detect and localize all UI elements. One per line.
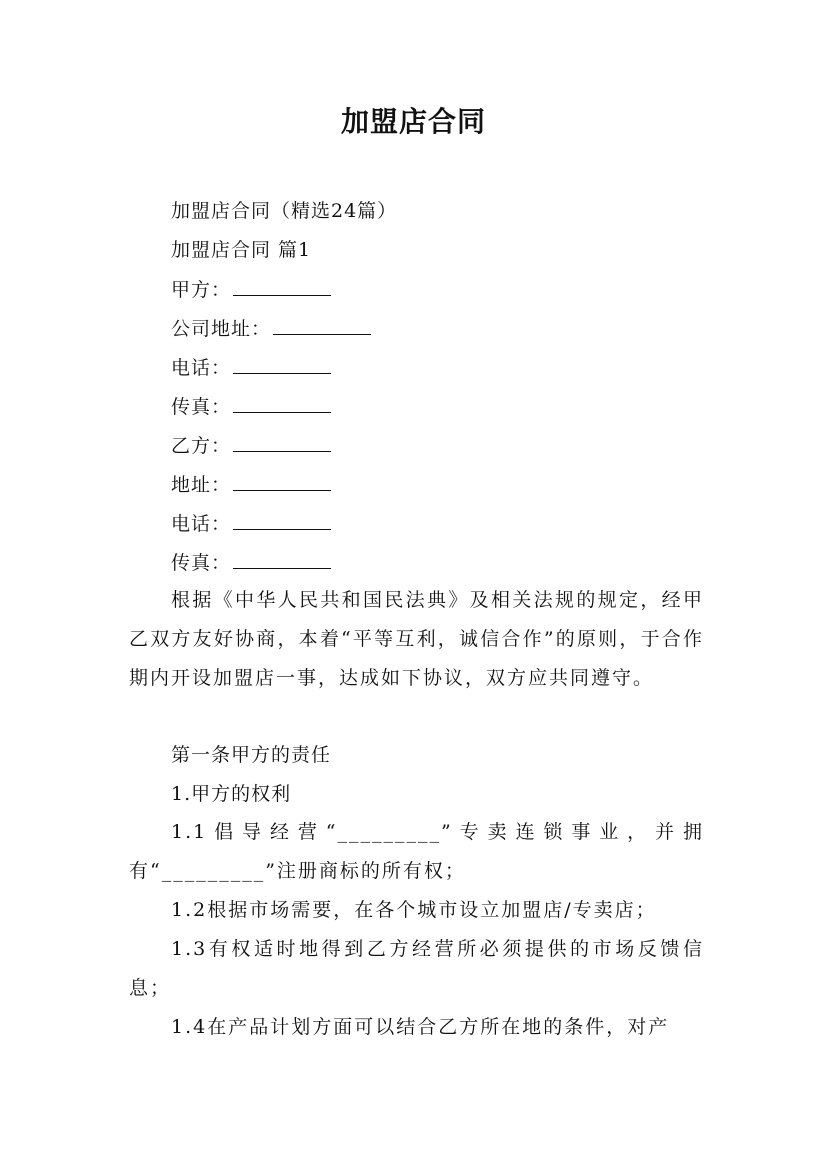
party-a-address-blank	[273, 316, 371, 335]
party-b-phone-label: 电话：	[171, 513, 232, 535]
section-1-heading: 1.甲方的权利	[171, 783, 292, 805]
party-b-fax-label: 传真：	[171, 552, 232, 574]
party-b-address-blank	[233, 472, 331, 491]
party-b-phone-blank	[233, 511, 331, 530]
clause-1-1: 1.1倡导经营“_________”专卖连锁事业，并拥有“_________”注册商标的所有权；	[129, 821, 704, 882]
party-a-address-line	[171, 316, 371, 341]
party-b-label: 乙方：	[171, 435, 232, 457]
party-b-address-label: 地址：	[171, 474, 232, 496]
party-b-fax-blank	[233, 550, 331, 569]
party-b-line	[171, 433, 331, 458]
party-a-address-label: 公司地址：	[171, 318, 272, 340]
party-b-phone-line	[171, 511, 331, 536]
party-b-address-line	[171, 472, 331, 497]
chapter-heading: 加盟店合同 篇1	[171, 239, 312, 261]
party-a-fax-line	[171, 394, 331, 419]
clause-1-3: 1.3有权适时地得到乙方经营所必须提供的市场反馈信息；	[129, 938, 704, 999]
party-a-fax-label: 传真：	[171, 396, 232, 418]
party-a-phone-label: 电话：	[171, 357, 232, 379]
clause-1-4: 1.4在产品计划方面可以结合乙方所在地的条件，对产	[171, 1016, 670, 1038]
document-subtitle: 加盟店合同（精选24篇）	[171, 200, 398, 222]
party-a-phone-line	[171, 355, 331, 380]
party-a-line	[171, 277, 331, 302]
party-a-fax-blank	[233, 394, 331, 413]
party-a-blank	[233, 277, 331, 296]
article-1-heading: 第一条甲方的责任	[171, 744, 332, 766]
document-title: 加盟店合同	[340, 105, 486, 138]
party-a-label: 甲方：	[171, 279, 232, 301]
clause-1-2: 1.2根据市场需要，在各个城市设立加盟店/专卖店；	[171, 899, 657, 921]
party-b-fax-line	[171, 550, 331, 575]
intro-paragraph: 根据《中华人民共和国民法典》及相关法规的规定，经甲乙双方友好协商，本着“平等互利，诚信合作”的原则，于合作期内开设加盟店一事，达成如下协议，双方应共同遵守。	[129, 589, 704, 689]
party-a-phone-blank	[233, 355, 331, 374]
party-b-blank	[233, 433, 331, 452]
